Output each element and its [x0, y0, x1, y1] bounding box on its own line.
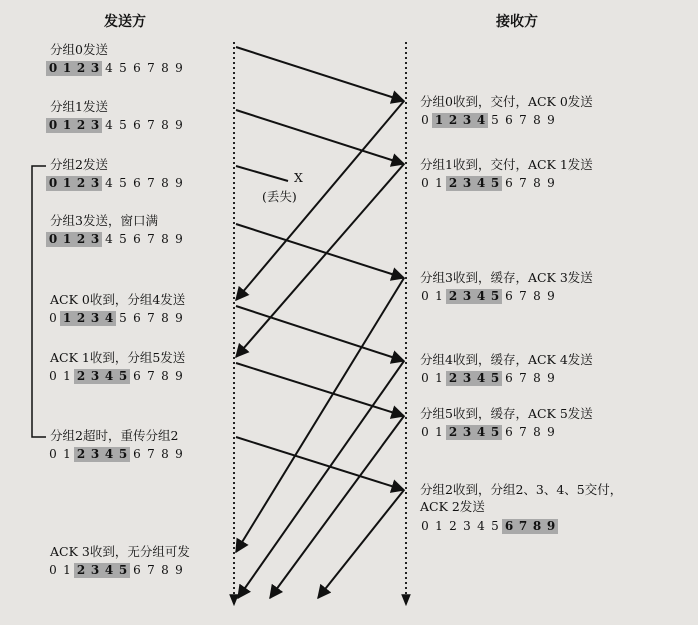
seq-number: 0	[49, 369, 57, 383]
seq-number: 8	[161, 447, 169, 461]
seq-number: 6	[133, 563, 141, 577]
seq-number: 1	[63, 447, 71, 461]
ack-3-arrow	[236, 278, 404, 552]
seq-number: 9	[175, 61, 183, 75]
seq-number: 3	[88, 118, 102, 133]
seq-number: 8	[161, 563, 169, 577]
seq-number: 4	[102, 311, 116, 326]
seq-number: 4	[477, 519, 485, 533]
seq-number: 7	[147, 176, 155, 190]
seq-number: 1	[435, 289, 443, 303]
seq-number: 8	[533, 371, 541, 385]
seq-number: 0	[46, 176, 60, 191]
receiver-window-row	[418, 519, 558, 534]
receiver-window-row	[418, 425, 558, 440]
seq-number: 7	[519, 289, 527, 303]
seq-number: 8	[161, 232, 169, 246]
seq-number: 6	[502, 519, 516, 534]
seq-number: 4	[105, 118, 113, 132]
seq-number: 5	[116, 447, 130, 462]
seq-number: 5	[491, 113, 499, 127]
seq-number: 4	[102, 447, 116, 462]
seq-number: 9	[175, 369, 183, 383]
seq-number: 0	[421, 371, 429, 385]
sender-event-label: ACK 3收到，无分组可发	[50, 544, 190, 559]
seq-number: 1	[432, 113, 446, 128]
seq-number: 7	[516, 519, 530, 534]
seq-number: 9	[547, 113, 555, 127]
seq-number: 9	[175, 176, 183, 190]
seq-number: 3	[88, 232, 102, 247]
seq-number: 0	[421, 113, 429, 127]
seq-number: 2	[74, 176, 88, 191]
timeout-bracket	[32, 166, 46, 437]
sender-event-label: 分组2发送	[50, 157, 108, 172]
seq-number: 5	[491, 519, 499, 533]
receiver-window-row	[418, 113, 558, 128]
seq-number: 5	[116, 563, 130, 578]
receiver-window-row	[418, 289, 558, 304]
seq-number: 2	[449, 519, 457, 533]
seq-number: 8	[161, 118, 169, 132]
seq-number: 3	[463, 519, 471, 533]
receiver-event-label: 分组0收到，交付，ACK 0发送	[420, 94, 593, 109]
seq-number: 8	[161, 176, 169, 190]
seq-number: 6	[505, 176, 513, 190]
seq-number: 4	[474, 371, 488, 386]
seq-number: 3	[88, 176, 102, 191]
sender-window-row	[46, 563, 186, 578]
seq-number: 2	[74, 369, 88, 384]
seq-number: 6	[133, 311, 141, 325]
seq-number: 1	[63, 563, 71, 577]
seq-number: 4	[474, 176, 488, 191]
seq-number: 2	[74, 311, 88, 326]
seq-number: 9	[544, 519, 558, 534]
seq-number: 2	[446, 176, 460, 191]
seq-number: 4	[105, 176, 113, 190]
packet-0-arrow	[236, 47, 404, 101]
ack-4-arrow	[238, 361, 404, 598]
seq-number: 3	[88, 311, 102, 326]
seq-number: 7	[147, 369, 155, 383]
seq-number: 8	[161, 311, 169, 325]
seq-number: 1	[435, 425, 443, 439]
sender-window-row	[46, 232, 186, 247]
seq-number: 1	[60, 311, 74, 326]
seq-number: 0	[421, 176, 429, 190]
seq-number: 9	[175, 232, 183, 246]
seq-number: 7	[519, 113, 527, 127]
seq-number: 1	[60, 176, 74, 191]
seq-number: 1	[435, 519, 443, 533]
seq-number: 8	[533, 176, 541, 190]
seq-number: 2	[446, 425, 460, 440]
seq-number: 7	[147, 447, 155, 461]
seq-number: 2	[446, 113, 460, 128]
seq-number: 7	[147, 311, 155, 325]
seq-number: 6	[505, 113, 513, 127]
seq-number: 9	[175, 311, 183, 325]
seq-number: 7	[519, 425, 527, 439]
seq-number: 7	[147, 232, 155, 246]
seq-number: 2	[446, 289, 460, 304]
receiver-title: 接收方	[496, 14, 538, 30]
receiver-event-label: 分组1收到，交付，ACK 1发送	[420, 157, 593, 172]
seq-number: 1	[435, 371, 443, 385]
seq-number: 9	[547, 176, 555, 190]
seq-number: 5	[119, 61, 127, 75]
seq-number: 6	[133, 176, 141, 190]
seq-number: 0	[46, 118, 60, 133]
seq-number: 8	[530, 519, 544, 534]
seq-number: 7	[147, 563, 155, 577]
seq-number: 8	[533, 289, 541, 303]
seq-number: 6	[505, 289, 513, 303]
loss-marker: X	[294, 170, 303, 185]
sender-event-label: ACK 0收到，分组4发送	[50, 292, 186, 307]
seq-number: 3	[88, 563, 102, 578]
seq-number: 3	[460, 289, 474, 304]
seq-number: 9	[175, 447, 183, 461]
seq-number: 6	[133, 118, 141, 132]
seq-number: 6	[133, 61, 141, 75]
seq-number: 4	[105, 232, 113, 246]
seq-number: 2	[74, 447, 88, 462]
ack-5-arrow	[270, 416, 404, 598]
packet-2-lost-arrow	[236, 166, 288, 181]
seq-number: 0	[46, 61, 60, 76]
seq-number: 2	[446, 371, 460, 386]
seq-number: 9	[547, 371, 555, 385]
seq-number: 1	[435, 176, 443, 190]
sender-window-row	[46, 176, 186, 191]
packet-4-arrow	[236, 306, 404, 361]
sender-event-label: 分组1发送	[50, 99, 108, 114]
seq-number: 1	[60, 118, 74, 133]
seq-number: 7	[519, 371, 527, 385]
seq-number: 6	[133, 447, 141, 461]
seq-number: 6	[505, 425, 513, 439]
seq-number: 3	[88, 369, 102, 384]
seq-number: 4	[105, 61, 113, 75]
packet-1-arrow	[236, 110, 404, 164]
seq-number: 6	[133, 232, 141, 246]
sender-window-row	[46, 447, 186, 462]
loss-label: (丢失)	[262, 189, 297, 204]
seq-number: 5	[488, 425, 502, 440]
seq-number: 2	[74, 232, 88, 247]
receiver-event-label: 分组5收到，缓存，ACK 5发送	[420, 406, 593, 421]
seq-number: 9	[547, 425, 555, 439]
seq-number: 4	[474, 425, 488, 440]
seq-number: 9	[175, 563, 183, 577]
receiver-event-label: ACK 2发送	[420, 499, 485, 514]
seq-number: 9	[175, 118, 183, 132]
seq-number: 8	[161, 369, 169, 383]
seq-number: 7	[519, 176, 527, 190]
seq-number: 3	[460, 176, 474, 191]
seq-number: 1	[63, 369, 71, 383]
seq-number: 2	[74, 61, 88, 76]
sender-event-label: 分组3发送，窗口满	[50, 213, 158, 228]
receiver-event-label: 分组4收到，缓存，ACK 4发送	[420, 352, 593, 367]
sender-window-row	[46, 369, 186, 384]
seq-number: 4	[102, 563, 116, 578]
seq-number: 1	[60, 232, 74, 247]
seq-number: 8	[161, 61, 169, 75]
seq-number: 5	[119, 118, 127, 132]
sender-title: 发送方	[104, 14, 146, 30]
receiver-event-label: 分组3收到，缓存，ACK 3发送	[420, 270, 593, 285]
seq-number: 3	[460, 425, 474, 440]
seq-number: 7	[147, 118, 155, 132]
seq-number: 7	[147, 61, 155, 75]
seq-number: 8	[533, 425, 541, 439]
seq-number: 5	[119, 176, 127, 190]
seq-number: 6	[133, 369, 141, 383]
seq-number: 0	[46, 232, 60, 247]
seq-number: 5	[488, 176, 502, 191]
sender-event-label: 分组0发送	[50, 42, 108, 57]
seq-number: 3	[460, 113, 474, 128]
seq-number: 3	[460, 371, 474, 386]
seq-number: 5	[119, 311, 127, 325]
sender-event-label: ACK 1收到，分组5发送	[50, 350, 186, 365]
seq-number: 6	[505, 371, 513, 385]
seq-number: 5	[488, 289, 502, 304]
receiver-event-label: 分组2收到，分组2、3、4、5交付，	[420, 482, 623, 497]
seq-number: 0	[421, 289, 429, 303]
ack-2-arrow	[318, 490, 404, 598]
seq-number: 9	[547, 289, 555, 303]
receiver-window-row	[418, 176, 558, 191]
seq-number: 0	[49, 311, 57, 325]
seq-number: 0	[49, 447, 57, 461]
seq-number: 4	[102, 369, 116, 384]
seq-number: 4	[474, 113, 488, 128]
seq-number: 3	[88, 61, 102, 76]
seq-number: 5	[116, 369, 130, 384]
seq-number: 4	[474, 289, 488, 304]
sender-window-row	[46, 118, 186, 133]
seq-number: 5	[488, 371, 502, 386]
seq-number: 8	[533, 113, 541, 127]
sender-window-row	[46, 311, 186, 326]
receiver-window-row	[418, 371, 558, 386]
seq-number: 3	[88, 447, 102, 462]
seq-number: 2	[74, 118, 88, 133]
seq-number: 0	[421, 519, 429, 533]
sender-window-row	[46, 61, 186, 76]
seq-number: 0	[49, 563, 57, 577]
seq-number: 0	[421, 425, 429, 439]
seq-number: 5	[119, 232, 127, 246]
sender-event-label: 分组2超时，重传分组2	[50, 428, 179, 443]
seq-number: 1	[60, 61, 74, 76]
packet-5-arrow	[236, 363, 404, 416]
seq-number: 2	[74, 563, 88, 578]
